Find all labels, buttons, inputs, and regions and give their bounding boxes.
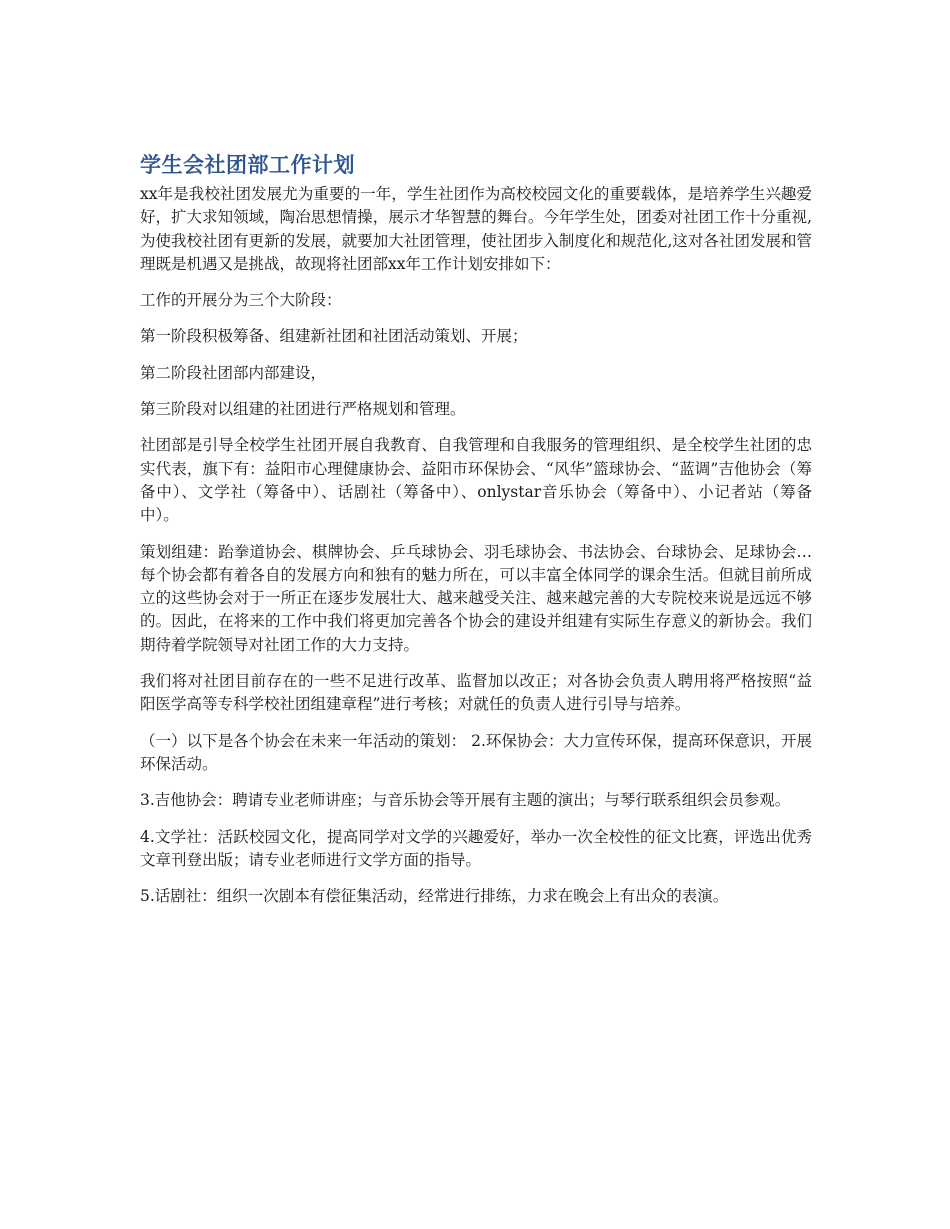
paragraph-intro: xx年是我校社团发展尤为重要的一年，学生社团作为高校校园文化的重要载体，是培养学生兴趣爱好，扩大求知领域，陶冶思想情操，展示才华智慧的舞台。今年学生处，团委对社团工作十分重视,为使我校社团有更新的发展，就要加大社团管理，使社团步入制度化和规范化,这对各社团发展和管理既是机遇又是挑战，故现将社团部xx年工作计划安排如下： — [140, 185, 812, 273]
document-title: 学生会社团部工作计划 — [140, 153, 355, 177]
paragraph-stages-intro: 工作的开展分为三个大阶段： — [140, 291, 342, 310]
paragraph-stage-three: 第三阶段对以组建的社团进行严格规划和管理。 — [140, 400, 466, 419]
paragraph-reform: 我们将对社团目前存在的一些不足进行改革、监督加以改正；对各协会负责人聘用将严格按照“益阳医学高等专科学校社团组建章程”进行考核；对就任的负责人进行引导与培养。 — [140, 672, 812, 714]
paragraph-stage-one: 第一阶段积极筹备、组建新社团和社团活动策划、开展； — [140, 327, 528, 346]
paragraph-plan-literature: 4.文学社：活跃校园文化，提高同学对文学的兴趣爱好，举办一次全校性的征文比赛，评选出优秀文章刊登出版；请专业老师进行文学方面的指导。 — [140, 827, 812, 869]
paragraph-stage-two: 第二阶段社团部内部建设， — [140, 363, 327, 382]
paragraph-plan-guitar: 3.吉他协会：聘请专业老师讲座；与音乐协会等开展有主题的演出；与琴行联系组织会员参观。 — [140, 791, 791, 810]
paragraph-plan-drama: 5.话剧社：组织一次剧本有偿征集活动，经常进行排练，力求在晚会上有出众的表演。 — [140, 887, 729, 906]
paragraph-department-overview: 社团部是引导全校学生社团开展自我教育、自我管理和自我服务的管理组织、是全校学生社团的忠实代表，旗下有：益阳市心理健康协会、益阳市环保协会、“风华”篮球协会、“蓝调”吉他协会（筹备中）、文学社（筹备中）、话剧社（筹备中）、onlystar音乐协会（筹备中）、小记者站（筹备中）。 — [140, 436, 812, 525]
paragraph-plan-environment: （一）以下是各个协会在未来一年活动的策划： 2.环保协会：大力宣传环保，提高环保意识，开展环保活动。 — [140, 731, 812, 773]
paragraph-planned-associations: 策划组建：跆拳道协会、棋牌协会、乒乓球协会、羽毛球协会、书法协会、台球协会、足球协会… 每个协会都有着各自的发展方向和独有的魅力所在，可以丰富全体同学的课余生活。但就目前所成立的这些协会对于一所正在逐步发展壮大、越来越受关注、越来越完善的大专院校来说是远远不够的。因此，在将来的工作中我们将更加完善各个协会的建设并组建有实际生存意义的新协会。我们期待着学院领导对社团工作的大力支持。 — [140, 542, 812, 654]
document-content — [140, 150, 812, 921]
